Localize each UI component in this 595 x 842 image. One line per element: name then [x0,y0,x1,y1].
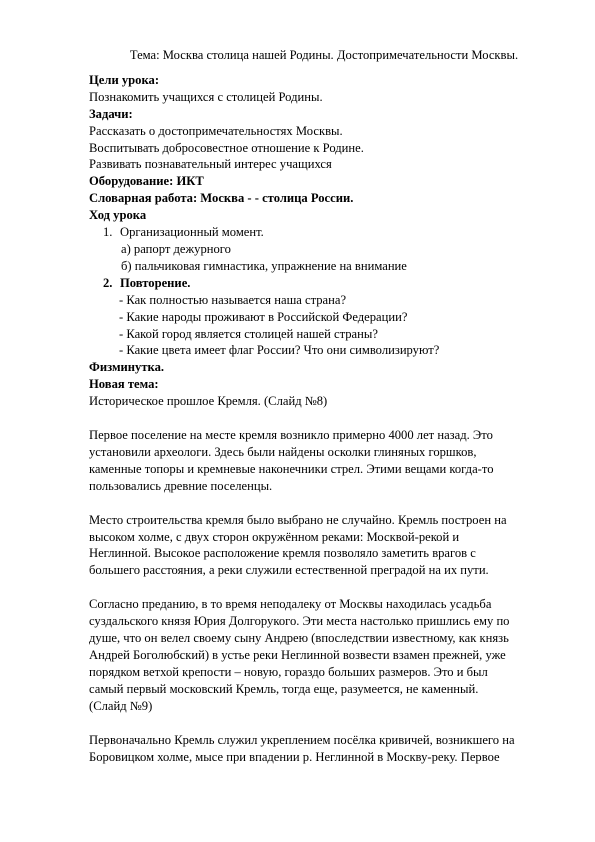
physical-minute-heading: Физминутка. [89,360,165,375]
paragraph-line: установили археологи. Здесь были найдены осколки глиняных горшков, [89,444,477,459]
lesson-steps-list [89,224,559,359]
step-subitem: б) пальчиковая гимнастика, упражнение на внимание [121,258,407,273]
paragraph-line: (Слайд №9) [89,698,153,713]
review-question: - Какие цвета имеет флаг России? Что они символизируют? [119,343,440,358]
step-label: Повторение. [120,275,191,290]
paragraph-line: Андрей Боголюбский) в устье реки Неглинной возвести взамен прежней, уже [89,648,506,662]
paragraph-line: Боровицком холме, мысе при впадении р. Неглинной в Москву-реку. Первое [89,749,500,764]
paragraph-line: большего расстояния, а реки служили естественной преградой на их пути. [89,563,489,578]
paragraph-3 [89,596,559,714]
paragraph-line: пользовались древние поселенцы. [89,478,273,493]
step-subitem: а) рапорт дежурного [121,241,231,256]
review-question: - Какие народы проживают в Российской Федерации? [119,309,408,324]
task-line: Рассказать о достопримечательностях Москвы. [89,123,343,138]
step-label: Организационный момент. [120,225,264,240]
paragraph-line: суздальского князя Юрия Долгорукого. Эти места настолько пришлись ему по [89,614,510,629]
paragraph-4 [89,732,559,766]
paragraph-line: душе, что он велел своему сыну Андрею (впоследствии известному, как князь [89,631,509,646]
goals-heading: Цели урока: [89,72,160,87]
document-page [89,47,559,765]
goals-text: Познакомить учащихся с столицей Родины. [89,89,323,104]
paragraph-line: каменные топоры и кремневые наконечники стрел. Этими вещами когда-то [89,461,494,476]
tasks-heading: Задачи: [89,106,133,121]
new-topic-heading: Новая тема: [89,377,159,392]
paragraph-line: высоком холме, с двух сторон окружённом реками: Москвой-рекой и [89,529,460,544]
paragraph-line: самый первый московский Кремль, тогда еще, разумеется, не каменный. [89,681,479,696]
paragraph-line: Первое поселение на месте кремля возникло примерно 4000 лет назад. Это [89,428,493,443]
lesson-step-2 [89,275,559,292]
paragraph-line: Неглинной. Высокое расположение кремля позволяло заметить врагов с [89,546,476,561]
review-question: - Какой город является столицей нашей страны? [119,326,378,341]
task-line: Развивать познавательный интерес учащихся [89,157,332,172]
lesson-flow-heading: Ход урока [89,208,147,223]
review-question: - Как полностью называется наша страна? [119,292,347,307]
paragraph-line: порядком ветхой крепости – новую, гораздо больших размеров. Это и был [89,664,488,679]
paragraph-line: Согласно преданию, в то время неподалеку от Москвы находилась усадьба [89,597,492,612]
paragraph-line: Место строительства кремля было выбрано не случайно. Кремль построен на [89,512,507,527]
equipment-line: Оборудование: ИКТ [89,174,204,189]
paragraph-2 [89,512,559,580]
vocabulary-line: Словарная работа: Москва - - столица России. [89,191,354,206]
new-topic-text: Историческое прошлое Кремля. (Слайд №8) [89,394,328,409]
lesson-step-1 [89,224,559,241]
step-number: 2. [103,275,113,290]
paragraph-1 [89,427,559,495]
document-title: Тема: Москва столица нашей Родины. Достопримечательности Москвы. [129,48,519,62]
task-line: Воспитывать добросовестное отношение к Родине. [89,140,364,155]
paragraph-line: Первоначально Кремль служил укреплением посёлка кривичей, возникшего на [89,732,515,747]
step-number: 1. [103,225,113,240]
